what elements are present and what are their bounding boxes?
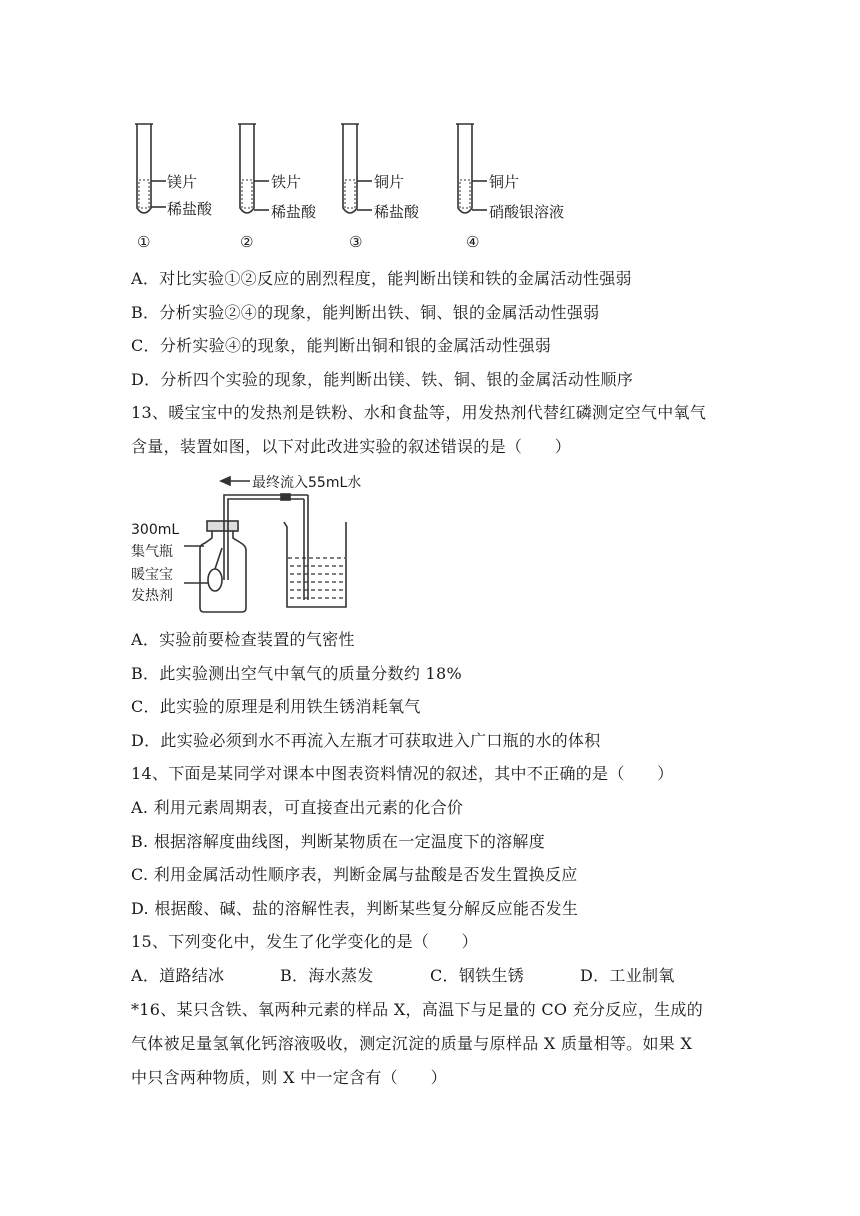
q14-option-c: C. 利用金属活动性顺序表，判断金属与盐酸是否发生置换反应 [131, 865, 578, 884]
q15-option-d: D．工业制氧 [580, 966, 675, 985]
tube-3-number: ③ [349, 233, 363, 251]
q12-option-c: C．分析实验④的现象，能判断出铜和银的金属活动性强弱 [131, 336, 552, 355]
tube-2-bottom-label: 稀盐酸 [271, 203, 317, 221]
q15-option-a: A．道路结冰 [131, 966, 225, 985]
q13-option-b: B．此实验测出空气中氧气的质量分数约 18% [131, 664, 463, 683]
q15-stem: 15、下列变化中，发生了化学变化的是（ ） [131, 932, 478, 951]
tube-4-bottom-label: 硝酸银溶液 [489, 203, 565, 221]
bottle-volume-label: 300mL [131, 522, 180, 538]
tube-1-bottom-label: 稀盐酸 [167, 200, 213, 218]
q12-option-d: D．分析四个实验的现象，能判断出镁、铁、铜、银的金属活动性顺序 [131, 370, 634, 389]
tube-2-top-label: 铁片 [271, 173, 302, 191]
tube-3-bottom-label: 稀盐酸 [374, 203, 420, 221]
q15-option-c: C．钢铁生锈 [430, 966, 525, 985]
q12-option-a: A．对比实验①②反应的剧烈程度，能判断出镁和铁的金属活动性强弱 [131, 269, 632, 288]
q15-option-b: B．海水蒸发 [280, 966, 374, 985]
q13-stem-line-2: 含量，装置如图，以下对此改进实验的叙述错误的是（ ） [131, 437, 572, 456]
tube-2-number: ② [240, 233, 254, 251]
tube-1-number: ① [137, 233, 151, 251]
bottle-name-label: 集气瓶 [131, 544, 173, 560]
q13-option-c: C．此实验的原理是利用铁生锈消耗氧气 [131, 697, 421, 716]
q14-option-a: A. 利用元素周期表，可直接查出元素的化合价 [131, 798, 464, 817]
tube-1-top-label: 镁片 [167, 173, 198, 191]
bag-label-2: 发热剂 [131, 588, 173, 604]
q16-line-3: 中只含两种物质，则 X 中一定含有（ ） [131, 1068, 447, 1087]
q12-option-b: B．分析实验②④的现象，能判断出铁、铜、银的金属活动性强弱 [131, 303, 600, 322]
q14-option-b: B. 根据溶解度曲线图，判断某物质在一定温度下的溶解度 [131, 832, 546, 851]
water-flow-label: 最终流入55mL水 [252, 475, 362, 491]
bag-label-1: 暖宝宝 [131, 567, 173, 583]
q14-stem: 14、下面是某同学对课本中图表资料情况的叙述，其中不正确的是（ ） [131, 764, 674, 783]
q13-option-a: A．实验前要检查装置的气密性 [131, 630, 355, 649]
tube-4-top-label: 铜片 [489, 173, 520, 191]
q16-line-2: 气体被足量氢氧化钙溶液吸收，测定沉淀的质量与原样品 X 质量相等。如果 X [131, 1034, 693, 1053]
q14-option-d: D. 根据酸、碱、盐的溶解性表，判断某些复分解反应能否发生 [131, 899, 579, 918]
q13-stem-line-1: 13、暖宝宝中的发热剂是铁粉、水和食盐等，用发热剂代替红磷测定空气中氧气 [131, 403, 707, 422]
q16-line-1: *16、某只含铁、氧两种元素的样品 X，高温下与足量的 CO 充分反应，生成的 [131, 1000, 704, 1019]
tube-3-top-label: 铜片 [374, 173, 405, 191]
q13-option-d: D．此实验必须到水不再流入左瓶才可获取进入广口瓶的水的体积 [131, 731, 601, 750]
tube-4-number: ④ [466, 233, 480, 251]
